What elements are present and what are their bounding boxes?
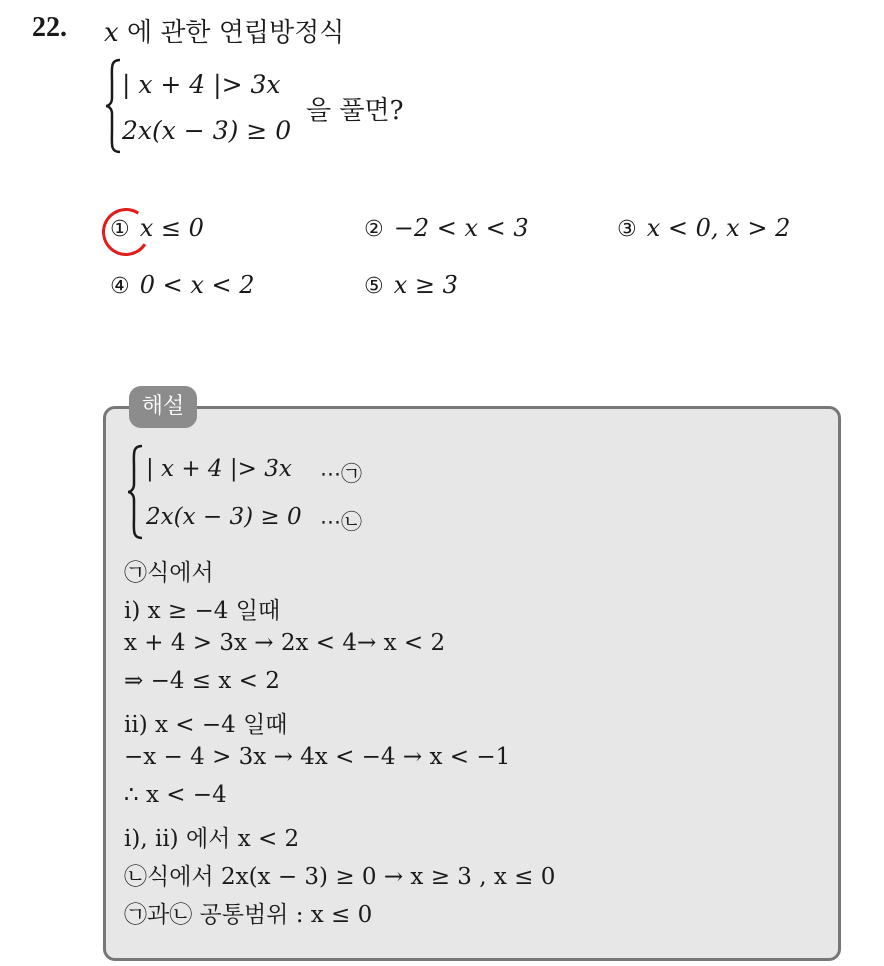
solution-system-ref-2: ⋯㉡ [320,510,362,534]
choice-1-number: ① [110,217,130,242]
question-intro-text: 에 관한 연립방정식 [126,18,345,48]
choice-3[interactable] [617,214,790,242]
question-number: 22. [32,12,67,43]
question-brace [104,58,124,154]
choice-5-text: x ≥ 3 [393,271,458,299]
solution-brace [126,444,146,540]
choice-5[interactable] [364,271,458,299]
solution-tag: 해설 [129,386,197,428]
solution-line-8: ⅰ), ⅱ) 에서 x < 2 [124,826,300,852]
solution-line-5: ⅱ) x < −4 일때 [124,712,288,738]
question-intro [104,12,344,49]
choice-2-number: ② [364,217,384,242]
solution-line-4: ⇒ −4 ≤ x < 2 [124,668,280,694]
solution-system-line-1: | x + 4 |> 3x [146,456,292,482]
choice-5-number: ⑤ [364,274,384,299]
choice-3-text: x < 0, x > 2 [646,214,791,242]
question-system-line-1: | x + 4 |> 3x [122,70,281,99]
solution-system-ref-1: ⋯㉠ [320,462,362,486]
choice-4[interactable] [110,271,255,299]
solution-line-10: ㉠과㉡ 공통범위 : x ≤ 0 [124,902,373,928]
choice-3-number: ③ [617,217,637,242]
solution-line-7: ∴ x < −4 [124,782,227,808]
choice-2-text: −2 < x < 3 [393,214,529,242]
choice-2[interactable] [364,214,529,242]
question-ask: 을 풀면? [306,96,404,126]
question-system-line-2: 2x(x − 3) ≥ 0 [122,116,292,145]
solution-line-2: ⅰ) x ≥ −4 일때 [124,598,281,624]
choice-1[interactable] [110,214,204,242]
solution-line-1: ㉠식에서 [124,560,214,586]
choice-4-text: 0 < x < 2 [139,271,255,299]
solution-line-6: −x − 4 > 3x → 4x < −4 → x < −1 [124,744,511,770]
question-variable: x [104,18,119,48]
choice-1-text: x ≤ 0 [139,214,204,242]
choice-4-number: ④ [110,274,130,299]
solution-system-line-2: 2x(x − 3) ≥ 0 [146,504,302,530]
solution-line-9: ㉡식에서 2x(x − 3) ≥ 0 → x ≥ 3 , x ≤ 0 [124,864,556,890]
solution-line-3: x + 4 > 3x → 2x < 4→ x < 2 [124,630,446,656]
